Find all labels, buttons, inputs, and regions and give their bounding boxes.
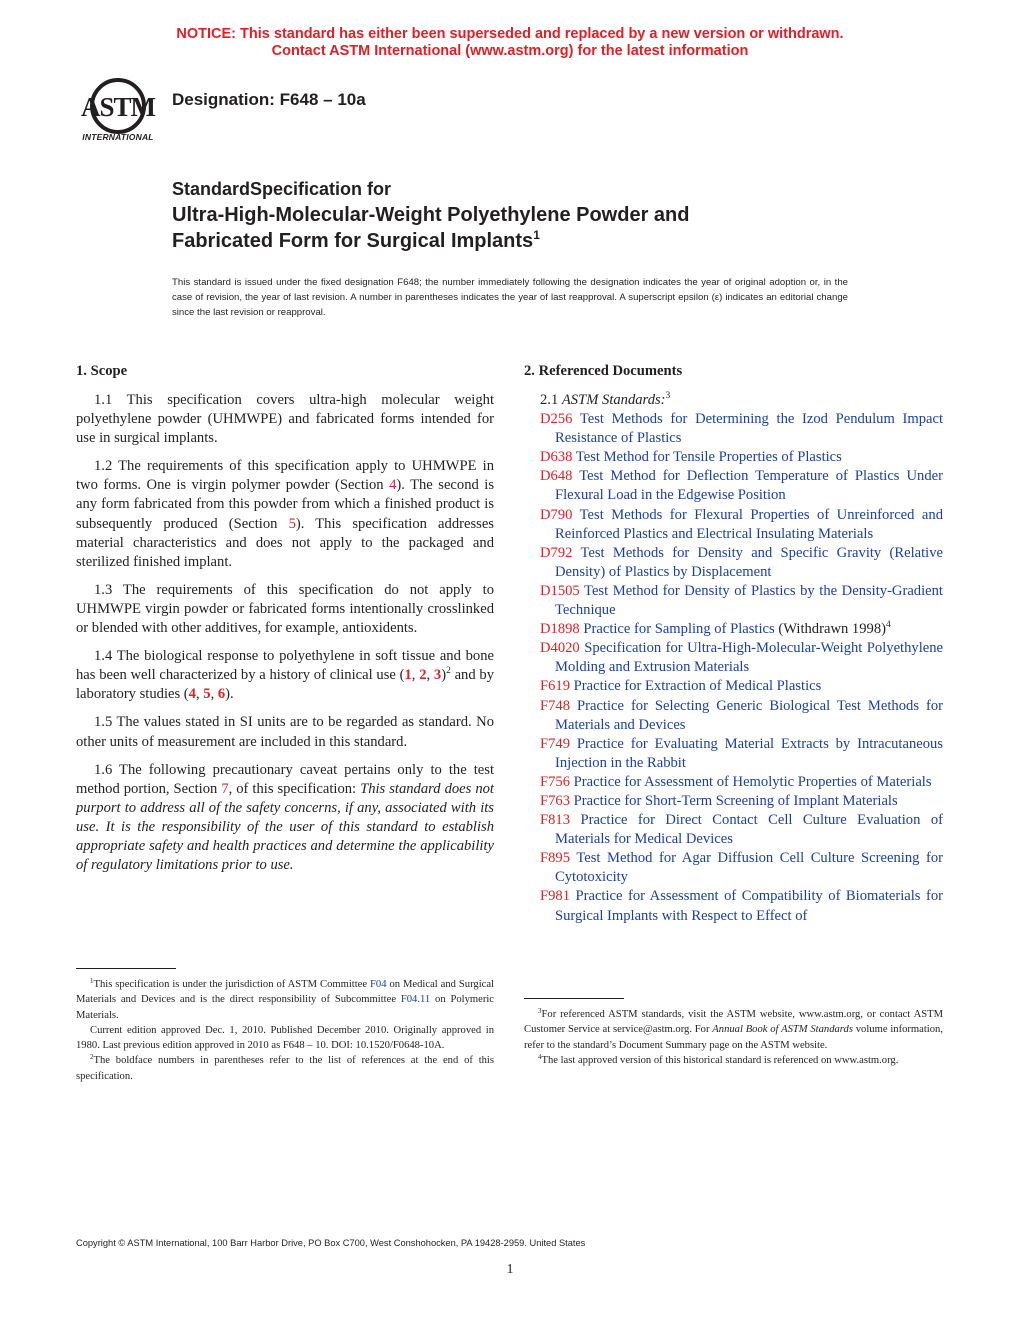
left-column	[76, 362, 494, 884]
reference-code[interactable]: D4020	[540, 640, 580, 657]
reference-item[interactable]	[524, 677, 943, 696]
page-number: 1	[506, 1262, 514, 1277]
footnote-2: $^2$The boldface numbers in parentheses refer to the list of references at the end of this specification.	[76, 1053, 494, 1082]
scope-1-3: 1.3 The requirements of this specification do not apply to UHMWPE virgin powder or fabricated forms intentionally crosslinked or blended with other additives, for example, antioxidents.	[76, 581, 494, 637]
document-title	[172, 176, 872, 254]
reference-title[interactable]: Test Methods for Density and Specific Gravity (Relative Density) of Plastics by Displacement	[555, 544, 944, 580]
section-link-7[interactable]: 7	[221, 780, 229, 797]
reference-title[interactable]: Practice for Assessment of Hemolytic Properties of Materials	[573, 773, 932, 790]
scope-1-1: 1.1 This specification covers ultra-high molecular weight polyethylene powder (UHMWPE) and fabricated forms intended for use in surgical implants.	[76, 392, 494, 447]
reference-code[interactable]: D638	[540, 449, 573, 466]
reference-title[interactable]: Test Method for Agar Diffusion Cell Culture Screening for Cytotoxicity	[555, 850, 944, 886]
copyright: Copyright © ASTM International, 100 Barr Harbor Drive, PO Box C700, West Conshohocken, PA 19428-2959. United States	[76, 1238, 586, 1248]
notice-line-2: Contact ASTM International (www.astm.org) for the latest information	[271, 43, 749, 59]
footnotes-left	[76, 977, 494, 1084]
notice-line-1: NOTICE: This standard has either been superseded and replaced by a new version or withdrawn.	[176, 26, 844, 42]
reference-title[interactable]: Specification for Ultra-High-Molecular-Weight Polyethylene Molding and Extrusion Materials	[555, 640, 943, 676]
scope-heading: 1. Scope	[76, 363, 128, 379]
scope-1-4: 1.4 The biological response to polyethylene in soft tissue and bone has been well characterized by a history of clinical use (1, 2, 3)$^2$ and by laboratory studies (4, 5, 6).	[76, 648, 495, 703]
footnote-1: $^1$This specification is under the jurisdiction of ASTM Committee F04 on Medical and Surgical Materials and Devices and is the direct responsibility of Subcommittee F04.11 on Polymeric Materials.	[76, 977, 495, 1021]
reference-code[interactable]: F619	[540, 678, 571, 695]
reference-item[interactable]	[524, 467, 943, 505]
reference-title[interactable]: Practice for Evaluating Material Extracts by Intracutaneous Injection in the Rabbit	[555, 735, 943, 771]
reference-list	[524, 410, 943, 926]
reference-item[interactable]	[524, 620, 943, 639]
footnote-rule-right	[524, 998, 624, 999]
scope-1-6: 1.6 The following precautionary caveat pertains only to the test method portion, Section 7, of this specification: This standard does not purport to address all of the safety concerns, if any, associated with its use. It is the responsibility of the user of this standard to establish appropriate safety and health practices and determine the applicability of regulatory limitations prior to use.	[76, 761, 494, 874]
reference-footnote-mark: 4	[885, 620, 891, 631]
title-line-2: Ultra-High-Molecular-Weight Polyethylene Powder and	[172, 204, 690, 226]
notice-banner	[0, 26, 1020, 60]
reference-item[interactable]	[524, 697, 943, 735]
reference-item[interactable]	[524, 849, 943, 887]
astm-standards-subhead: 2.1 ASTM Standards:$^3$	[540, 391, 671, 408]
referenced-heading: 2. Referenced Documents	[524, 363, 683, 379]
scope-1-2: 1.2 The requirements of this specification apply to UHMWPE in two forms. One is virgin polymer powder (Section 4). The second is any form fabricated from this powder from which a finished product is subsequently produced (Section 5). This specification addresses material characteristics and does not apply to the packaged and sterilized finished implant.	[76, 458, 494, 570]
reference-item[interactable]	[524, 639, 943, 677]
reference-item[interactable]	[524, 773, 943, 792]
reference-link-1[interactable]: 1	[404, 667, 412, 684]
title-line-1: StandardSpecification for	[172, 179, 392, 199]
designation: Designation: F648 – 10a	[172, 90, 366, 109]
reference-title[interactable]: Test Methods for Determining the Izod Pendulum Impact Resistance of Plastics	[555, 411, 944, 447]
section-link-5[interactable]: 5	[288, 515, 296, 532]
scope-1-5: 1.5 The values stated in SI units are to be regarded as standard. No other units of measurement are included in this standard.	[76, 714, 494, 750]
footnote-3: $^3$For referenced ASTM standards, visit the ASTM website, www.astm.org, or contact ASTM Customer Service at service@astm.org. For Annual Book of ASTM Standards volume information, refer to the standard’s Document Summary page on the ASTM website.	[524, 1007, 943, 1051]
reference-title[interactable]: Practice for Selecting Generic Biological Test Methods for Materials and Devices	[555, 697, 943, 733]
reference-item[interactable]	[524, 506, 943, 544]
title-line-3: Fabricated Form for Surgical Implants	[172, 230, 534, 252]
reference-title[interactable]: Test Method for Density of Plastics by the Density-Gradient Technique	[555, 582, 943, 619]
reference-title[interactable]: Practice for Assessment of Compatibility of Biomaterials for Surgical Implants with Respect to Effect of	[555, 888, 943, 924]
astm-logo-icon	[76, 76, 160, 138]
svg-text:ASTM: ASTM	[80, 92, 156, 122]
footnotes-right	[524, 1007, 943, 1068]
reference-code[interactable]: F895	[540, 850, 571, 867]
reference-title[interactable]: Test Method for Deflection Temperature of Plastics Under Flexural Load in the Edgewise Position	[555, 468, 943, 504]
footnote-rule-left	[76, 968, 176, 969]
reference-item[interactable]	[524, 735, 943, 773]
reference-code[interactable]: D790	[540, 506, 573, 523]
reference-link-5[interactable]: 5	[203, 686, 211, 703]
reference-code[interactable]: F981	[540, 888, 571, 905]
reference-code[interactable]: F748	[540, 697, 571, 714]
logo-subtext: INTERNATIONAL	[82, 132, 154, 142]
reference-code[interactable]: D1505	[540, 582, 580, 599]
reference-code[interactable]: F749	[540, 735, 571, 752]
reference-title[interactable]: Practice for Extraction of Medical Plastics	[573, 678, 822, 695]
reference-title[interactable]: Practice for Short-Term Screening of Implant Materials	[573, 792, 898, 809]
reference-link-2[interactable]: 2	[419, 667, 427, 684]
footnote-mark-2: 2	[446, 666, 451, 677]
reference-code[interactable]: D256	[540, 411, 573, 428]
reference-item[interactable]	[524, 410, 943, 448]
section-link-4[interactable]: 4	[389, 477, 397, 494]
reference-code[interactable]: D648	[540, 468, 573, 485]
reference-item[interactable]	[524, 582, 943, 620]
reference-title[interactable]: Test Methods for Flexural Properties of Unreinforced and Reinforced Plastics and Electrical Insulating Materials	[555, 506, 943, 542]
reference-item[interactable]	[524, 811, 943, 849]
footnote-4: $^4$The last approved version of this historical standard is referenced on www.astm.org.	[538, 1052, 899, 1066]
reference-code[interactable]: D1898	[540, 621, 580, 638]
subcommittee-link-f0411[interactable]: F04.11	[400, 994, 431, 1006]
reference-title[interactable]: Practice for Direct Contact Cell Culture Evaluation of Materials for Medical Devices	[555, 812, 943, 848]
reference-code[interactable]: F813	[540, 812, 571, 829]
footnote-1-edition: Current edition approved Dec. 1, 2010. Published December 2010. Originally approved in 1980. Last previous edition approved in 2010 as F648 – 10. DOI: 10.1520/F0648-10A.	[76, 1024, 494, 1052]
reference-item[interactable]	[524, 887, 943, 925]
reference-link-3[interactable]: 3	[433, 667, 442, 684]
reference-status: (Withdrawn 1998)	[774, 621, 886, 638]
reference-code[interactable]: F756	[540, 773, 571, 790]
reference-title[interactable]: Test Method for Tensile Properties of Plastics	[575, 449, 842, 466]
committee-link-f04[interactable]: F04	[370, 979, 387, 990]
reference-item[interactable]	[524, 544, 943, 582]
reference-link-4[interactable]: 4	[188, 686, 196, 703]
right-column	[524, 362, 943, 926]
reference-link-6[interactable]: 6	[217, 686, 226, 703]
reference-code[interactable]: D792	[540, 544, 573, 561]
safety-caveat: This standard does not purport to address all of the safety concerns, if any, associated with its use. It is the responsibility of the user of this standard to establish appropriate safety and health practices and determine the applicability of regulatory limitations prior to use.	[76, 780, 494, 874]
title-footnote-mark: 1	[533, 228, 540, 242]
reference-item[interactable]	[524, 448, 943, 467]
issue-note: This standard is issued under the fixed designation F648; the number immediately following the designation indicates the year of original adoption or, in the case of revision, the year of last revision. A number in parentheses indicates the year of last reapproval. A superscript epsilon (ε) indicates an editorial change since the last revision or reapproval.	[172, 277, 848, 318]
reference-item[interactable]	[524, 792, 943, 811]
reference-title[interactable]: Practice for Sampling of Plastics	[583, 621, 775, 638]
reference-code[interactable]: F763	[540, 792, 571, 809]
